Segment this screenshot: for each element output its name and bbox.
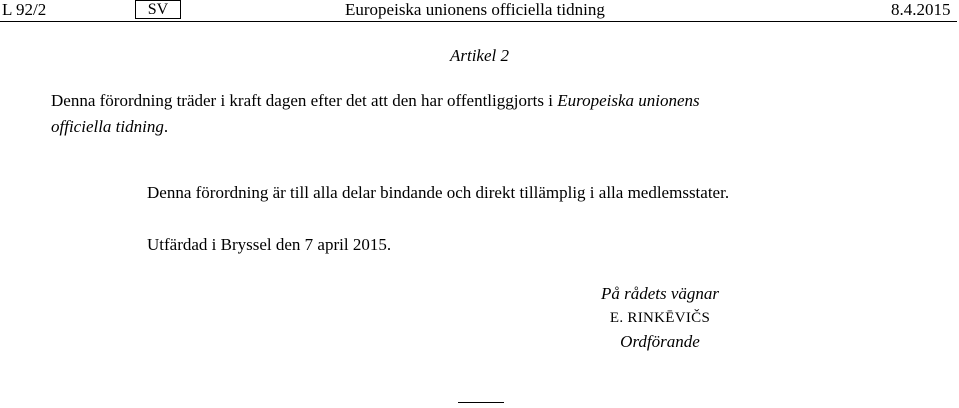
footnote-divider (458, 402, 504, 403)
journal-reference-italic-continued: officiella tidning (51, 117, 164, 136)
signature-block (560, 282, 760, 354)
journal-reference-italic: Europeiska unionens (557, 91, 700, 110)
on-behalf-line: På rådets vägnar (600, 284, 720, 303)
entry-into-force-paragraph-continued (51, 116, 168, 138)
page-reference: L 92/2 (2, 0, 47, 19)
paragraph-text: Denna förordning träder i kraft dagen efter det att den har offentliggjorts i (51, 91, 558, 110)
done-at-statement: Utfärdad i Bryssel den 7 april 2015. (147, 235, 392, 254)
journal-title: Europeiska unionens officiella tidning (345, 0, 605, 19)
paragraph-end: . (163, 117, 169, 136)
signatory-name: E. RINKĒVIČS (609, 310, 711, 326)
signatory-role: Ordförande (620, 332, 700, 351)
publication-date: 8.4.2015 (891, 0, 951, 19)
language-code-box: SV (135, 0, 181, 19)
entry-into-force-paragraph (51, 90, 700, 112)
header-divider (0, 21, 957, 22)
article-heading: Artikel 2 (449, 46, 509, 65)
binding-statement: Denna förordning är till alla delar bindande och direkt tillämplig i alla medlemsstater. (147, 183, 730, 202)
